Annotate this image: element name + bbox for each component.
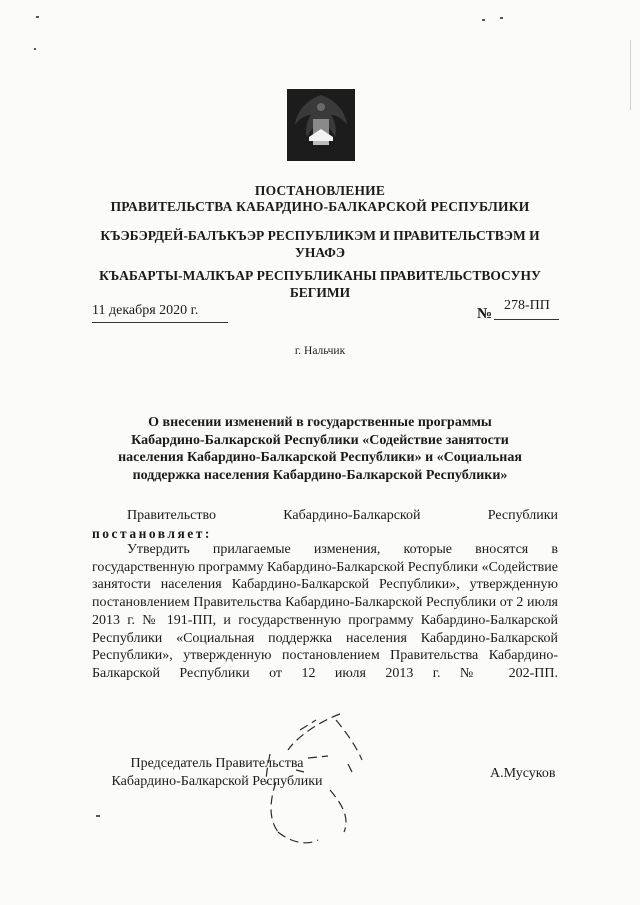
document-date: 11 декабря 2020 г. bbox=[92, 303, 199, 318]
city: г. Нальчик bbox=[294, 345, 346, 357]
scan-edge bbox=[630, 40, 631, 110]
scan-speck bbox=[36, 16, 39, 18]
preamble-word-1: Правительство bbox=[127, 508, 216, 523]
preamble-word-2: Кабардино-Балкарской bbox=[283, 508, 421, 523]
balkar-line-2: БЕГИМИ bbox=[289, 285, 351, 300]
subject-line-3: населения Кабардино-Балкарской Республики» и «Социальная bbox=[118, 450, 522, 465]
number-underline bbox=[494, 319, 559, 320]
scan-speck bbox=[34, 48, 36, 50]
date-underline bbox=[92, 322, 228, 323]
position-line-1: Председатель Правительства bbox=[130, 756, 304, 771]
document-title bbox=[60, 183, 580, 215]
kabardian-line-2: УНАФЭ bbox=[294, 245, 346, 260]
resolves-word: постановляет: bbox=[92, 526, 212, 541]
subject-line-2: Кабардино-Балкарской Республики «Содействие занятости bbox=[131, 432, 509, 448]
subject-line-4: поддержка населения Кабардино-Балкарской Республики» bbox=[132, 467, 508, 483]
signatory-position bbox=[92, 755, 342, 791]
preamble-word-3: Республики bbox=[487, 508, 558, 523]
resolution-text: Утвердить прилагаемые изменения, которые вносятся в государственную программу Кабардино-Балкарской Республики «Содействие занятости населения Кабардино-Балкарской Республики», утвержденную постановлением Правительства Кабардино-Балкарской Республики от 2 июля 2013 г. № 191-ПП, и государственную программу Кабардино-Балкарской Республики «Социальная поддержка населения Кабардино-Балкарской Республики», утвержденную постановлением Правительства Кабардино-Балкарской Республики от 12 июля 2013 г. № 202-ПП. bbox=[92, 542, 558, 681]
kabardian-title bbox=[60, 227, 580, 261]
coat-of-arms-icon bbox=[287, 89, 355, 161]
signatory-name: А.Мусуков bbox=[490, 766, 556, 781]
position-line-2: Кабардино-Балкарской Республики bbox=[111, 774, 323, 789]
scan-speck bbox=[500, 17, 503, 19]
balkar-title bbox=[60, 267, 580, 301]
kabardian-line-1: КЪЭБЭРДЕЙ-БАЛЪКЪЭР РЕСПУБЛИКЭМ И ПРАВИТЕЛЬСТВЭМ И bbox=[100, 228, 540, 243]
document-number: 278-ПП bbox=[504, 298, 550, 313]
balkar-line-1: КЪАБАРТЫ-МАЛКЪАР РЕСПУБЛИКАНЫ ПРАВИТЕЛЬСТВОСУНУ bbox=[99, 268, 541, 283]
scan-speck bbox=[96, 815, 100, 817]
subject-heading bbox=[98, 414, 542, 484]
title-line-1: ПОСТАНОВЛЕНИЕ bbox=[254, 183, 386, 198]
number-sign: № bbox=[477, 306, 493, 322]
preamble bbox=[92, 508, 558, 524]
title-line-2: ПРАВИТЕЛЬСТВА КАБАРДИНО-БАЛКАРСКОЙ РЕСПУБЛИКИ bbox=[110, 199, 530, 214]
subject-line-1: О внесении изменений в государственные программы bbox=[148, 415, 492, 430]
scan-speck bbox=[482, 19, 485, 21]
